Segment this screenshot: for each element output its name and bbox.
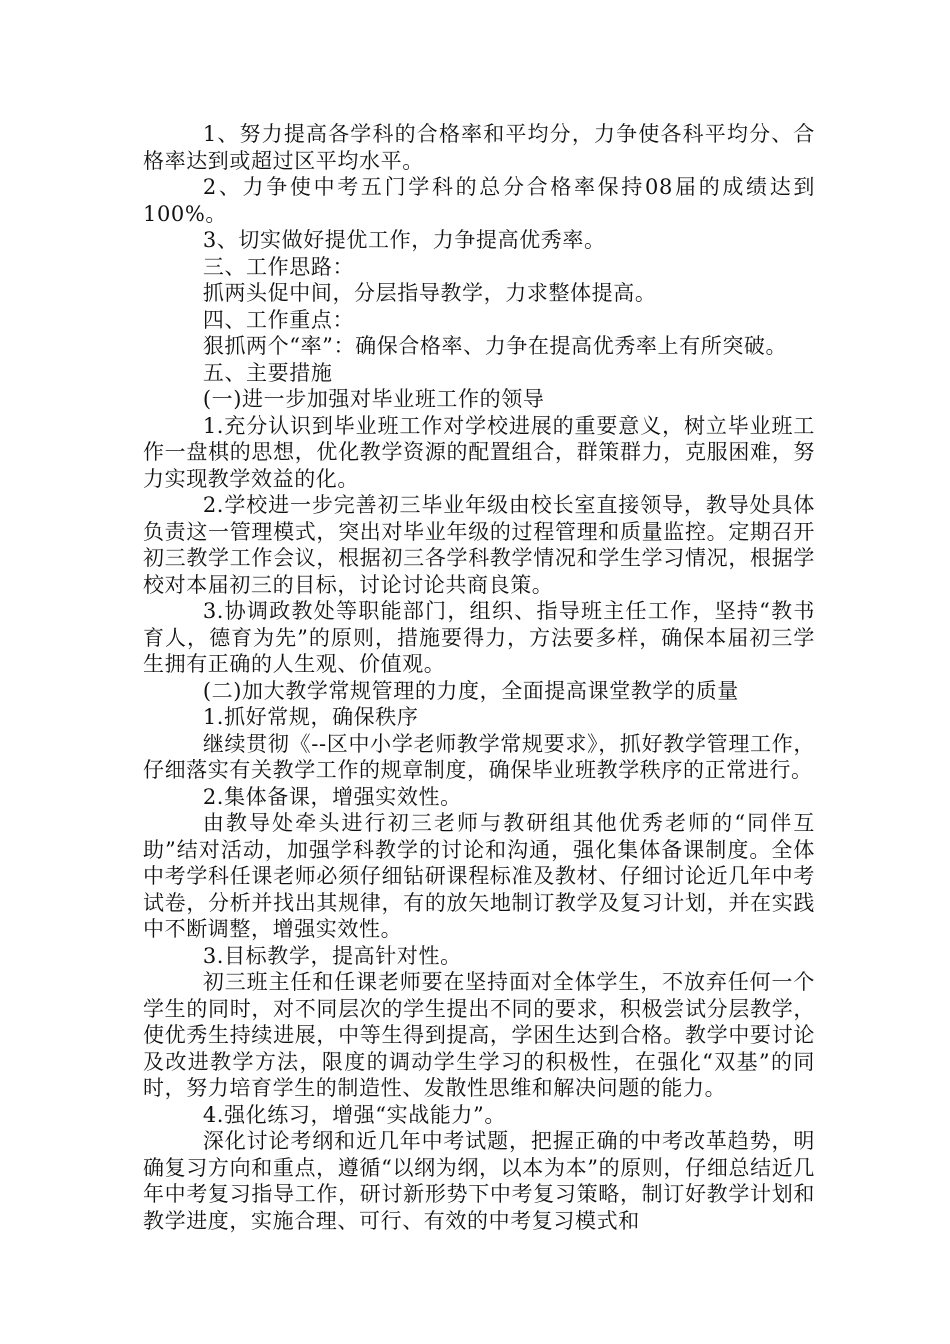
paragraph-measure-1-1: 1.充分认识到毕业班工作对学校进展的重要意义，树立毕业班工作一盘棋的思想，优化教学资源的配置组合，群策群力，克服困难，努力实现教学效益的化。 xyxy=(143,413,815,491)
paragraph-measure-1-3: 3.协调政教处等职能部门，组织、指导班主任工作，坚持“教书育人，德育为先”的原则，措施要得力，方法要多样，确保本届初三学生拥有正确的人生观、价值观。 xyxy=(143,599,815,676)
paragraph-measure-1-2: 2.学校进一步完善初三毕业年级由校长室直接领导，教导处具体负责这一管理模式，突出对毕业年级的过程管理和质量监控。定期召开初三教学工作会议，根据初三各学科教学情况和学生学习情况，根据学校对本届初三的目标，讨论讨论共商良策。 xyxy=(143,493,815,597)
paragraph-measure-2-4: 深化讨论考纲和近几年中考试题，把握正确的中考改革趋势，明确复习方向和重点，遵循“以纲为纲，以本为本”的原则，仔细总结近几年中考复习指导工作，研讨新形势下中考复习策略，制订好教学计划和教学进度，实施合理、可行、有效的中考复习模式和 xyxy=(143,1129,815,1233)
item-heading-2-1: 1.抓好常规，确保秩序 xyxy=(202,705,419,729)
section-heading-work-focus: 四、工作重点： xyxy=(202,307,355,332)
paragraph-measure-2-1: 继续贯彻《--区中小学老师教学常规要求》，抓好教学管理工作，仔细落实有关教学工作的规章制度，确保毕业班教学秩序的正常进行。 xyxy=(143,731,815,782)
paragraph-work-ideas: 抓两头促中间，分层指导教学，力求整体提高。 xyxy=(202,281,657,305)
paragraph-goal-1: 1、努力提高各学科的合格率和平均分，力争使各科平均分、合格率达到或超过区平均水平。 xyxy=(143,122,815,173)
section-heading-main-measures: 五、主要措施 xyxy=(202,360,333,385)
paragraph-goal-3: 3、切实做好提优工作，力争提高优秀率。 xyxy=(202,228,606,252)
item-heading-2-4: 4.强化练习，增强“实战能力”。 xyxy=(202,1102,506,1127)
subsection-heading-1: (一)进一步加强对毕业班工作的领导 xyxy=(202,387,545,411)
paragraph-measure-2-2: 由教导处牵头进行初三老师与教研组其他优秀老师的“同伴互助”结对活动，加强学科教学的讨论和沟通，强化集体备课制度。全体中考学科任课老师必须仔细钻研课程标准及教材、仔细讨论近几年中考试卷，分析并找出其规律，有的放矢地制订教学及复习计划，并在实践中不断调整，增强实效性。 xyxy=(143,811,815,941)
paragraph-work-focus: 狠抓两个“率”：确保合格率、力争在提高优秀率上有所突破。 xyxy=(202,334,788,358)
section-heading-work-ideas: 三、工作思路： xyxy=(202,254,355,279)
paragraph-goal-2: 2、力争使中考五门学科的总分合格率保持08届的成绩达到100%。 xyxy=(143,175,815,226)
item-heading-2-2: 2.集体备课，增强实效性。 xyxy=(202,784,462,809)
paragraph-measure-2-3: 初三班主任和任课老师要在坚持面对全体学生，不放弃任何一个学生的同时，对不同层次的学生提出不同的要求，积极尝试分层教学，使优秀生持续进展，中等生得到提高，学困生达到合格。教学中要讨论及改进教学方法，限度的调动学生学习的积极性，在强化“双基”的同时，努力培育学生的制造性、发散性思维和解决问题的能力。 xyxy=(143,970,815,1100)
document-body xyxy=(143,121,815,1234)
item-heading-2-3: 3.目标教学，提高针对性。 xyxy=(202,943,462,968)
subsection-heading-2: (二)加大教学常规管理的力度，全面提高课堂教学的质量 xyxy=(202,678,739,703)
